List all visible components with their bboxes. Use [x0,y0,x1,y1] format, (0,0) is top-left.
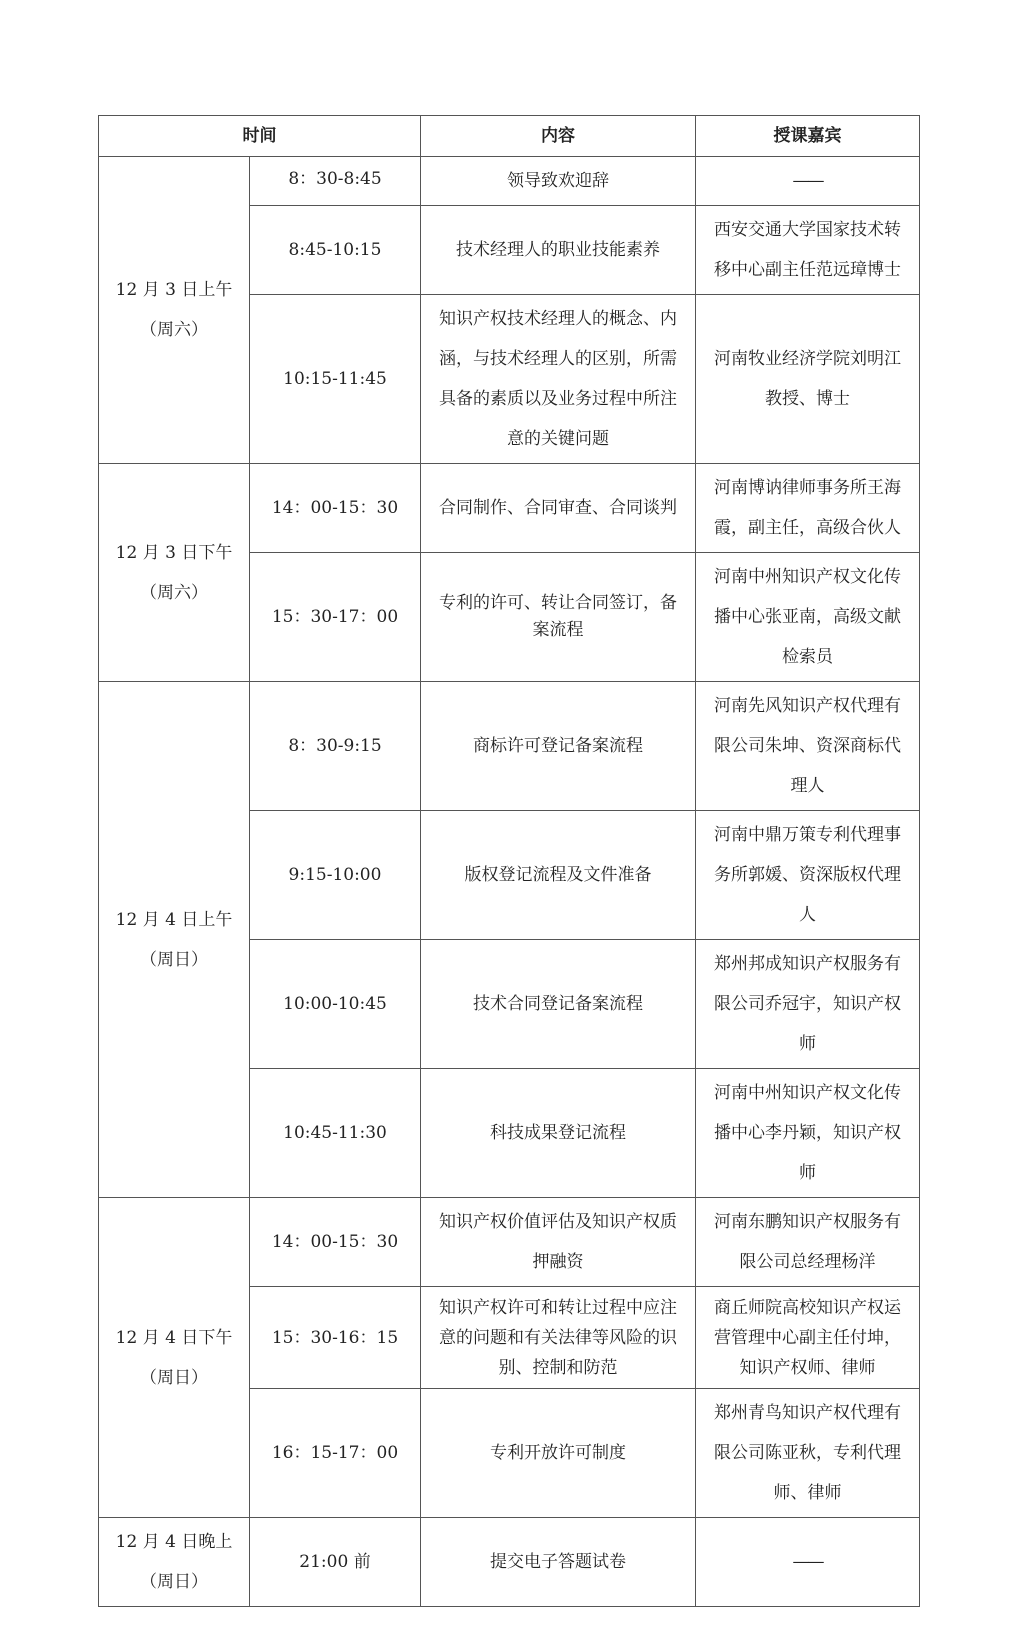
content-cell: 合同制作、合同审查、合同谈判 [421,464,696,553]
date-label: 12 月 4 日下午 [115,1327,233,1348]
weekday-label: （周日） [140,1572,208,1592]
time-cell: 10:45-11:30 [250,1069,421,1198]
guest-cell: —— [696,1518,920,1607]
guest-cell: 河南博讷律师事务所王海霞，副主任，高级合伙人 [696,464,920,553]
header-time: 时间 [99,116,421,157]
weekday-label: （周六） [140,582,208,603]
content-cell: 领导致欢迎辞 [421,157,696,206]
guest-cell: 河南先风知识产权代理有限公司朱坤、资深商标代理人 [696,682,920,811]
content-cell: 提交电子答题试卷 [421,1518,696,1607]
weekday-label: （周日） [140,949,208,970]
date-cell [99,1518,250,1607]
content-cell: 技术合同登记备案流程 [421,940,696,1069]
time-cell: 8：30-9:15 [250,682,421,811]
content-cell: 科技成果登记流程 [421,1069,696,1198]
time-cell: 8:45-10:15 [250,206,421,295]
date-cell [99,1198,250,1518]
header-row [99,116,920,157]
guest-cell: —— [696,157,920,206]
date-cell [99,682,250,1198]
guest-cell: 郑州邦成知识产权服务有限公司乔冠宇，知识产权师 [696,940,920,1069]
time-cell: 16：15-17：00 [250,1389,421,1518]
table-row [99,464,920,553]
date-label: 12 月 3 日下午 [115,542,233,563]
guest-cell: 商丘师院高校知识产权运营管理中心副主任付坤，知识产权师、律师 [696,1287,920,1389]
weekday-label: （周六） [140,320,208,340]
content-cell: 知识产权价值评估及知识产权质押融资 [421,1198,696,1287]
time-cell: 10:15-11:45 [250,295,421,464]
content-cell: 知识产权许可和转让过程中应注意的问题和有关法律等风险的识别、控制和防范 [421,1287,696,1389]
guest-cell: 河南中州知识产权文化传播中心李丹颖，知识产权师 [696,1069,920,1198]
content-cell: 知识产权技术经理人的概念、内涵，与技术经理人的区别，所需具备的素质以及业务过程中所注意的关键问题 [421,295,696,464]
time-cell: 14：00-15：30 [250,464,421,553]
guest-cell: 河南牧业经济学院刘明江教授、博士 [696,295,920,464]
date-label: 12 月 4 日上午 [115,909,233,930]
date-label: 12 月 3 日上午 [115,280,233,300]
content-cell: 专利开放许可制度 [421,1389,696,1518]
header-guest: 授课嘉宾 [696,116,920,157]
time-cell: 8：30-8:45 [250,157,421,206]
table-row [99,682,920,811]
content-cell: 技术经理人的职业技能素养 [421,206,696,295]
weekday-label: （周日） [140,1367,208,1388]
guest-cell: 西安交通大学国家技术转移中心副主任范远璋博士 [696,206,920,295]
time-cell: 14：00-15：30 [250,1198,421,1287]
table-row [99,1518,920,1607]
time-cell: 21:00 前 [250,1518,421,1607]
guest-cell: 河南中州知识产权文化传播中心张亚南，高级文献检索员 [696,553,920,682]
table-row [99,1198,920,1287]
content-cell: 商标许可登记备案流程 [421,682,696,811]
date-cell [99,157,250,464]
time-cell: 15：30-17：00 [250,553,421,682]
guest-cell: 河南中鼎万策专利代理事务所郭媛、资深版权代理人 [696,811,920,940]
guest-cell: 河南东鹏知识产权服务有限公司总经理杨洋 [696,1198,920,1287]
guest-cell: 郑州青鸟知识产权代理有限公司陈亚秋，专利代理师、律师 [696,1389,920,1518]
content-cell: 版权登记流程及文件准备 [421,811,696,940]
table-row [99,157,920,206]
time-cell: 15：30-16：15 [250,1287,421,1389]
date-cell [99,464,250,682]
time-cell: 10:00-10:45 [250,940,421,1069]
date-label: 12 月 4 日晚上 [115,1532,233,1552]
time-cell: 9:15-10:00 [250,811,421,940]
schedule-table [98,115,920,1607]
content-cell: 专利的许可、转让合同签订，备案流程 [421,553,696,682]
header-content: 内容 [421,116,696,157]
